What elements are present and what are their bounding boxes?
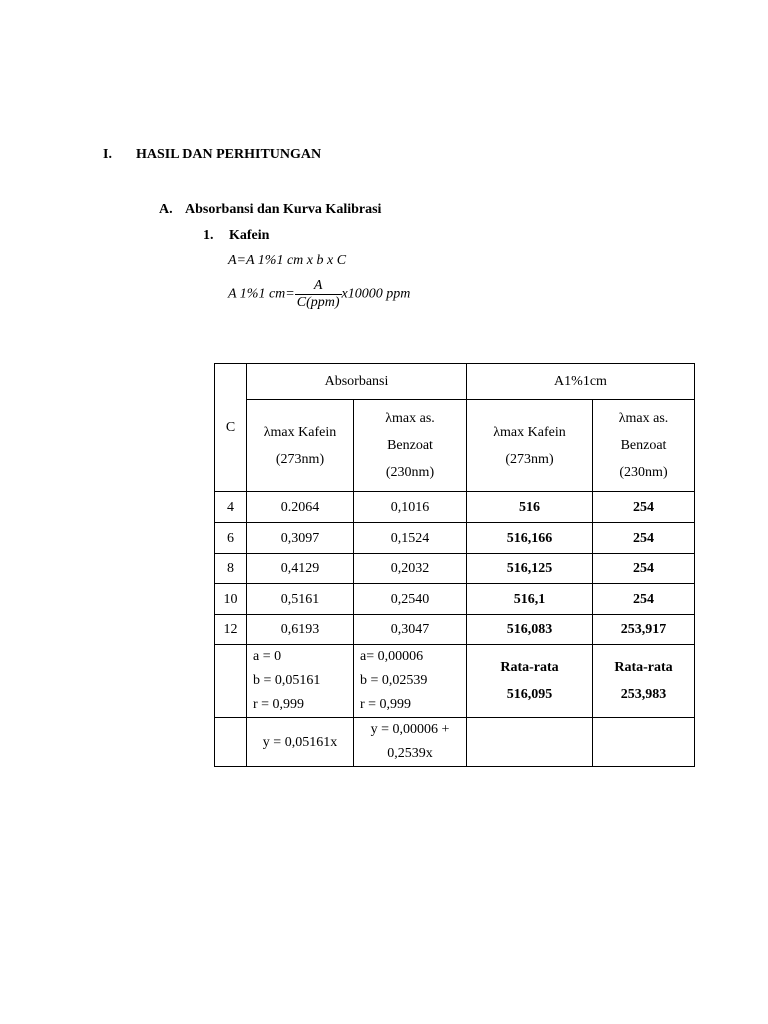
cell-empty [467, 718, 593, 767]
regression-kafein [247, 645, 354, 718]
cell-abs-benzoat: 0,1524 [354, 523, 467, 554]
formula-a1-lhs: A 1%1 cm= [228, 286, 295, 302]
table-row [215, 584, 695, 615]
cell-a1-benzoat: 254 [593, 523, 695, 554]
results-table [214, 363, 695, 767]
cell-abs-benzoat: 0,3047 [354, 615, 467, 645]
cell-abs-kafein: 0,4129 [247, 554, 354, 584]
cell-abs-kafein: 0,5161 [247, 584, 354, 615]
header-a1: A1%1cm [467, 364, 695, 400]
average-label: Rata-rata [500, 660, 559, 675]
formula-a1-fraction [295, 278, 342, 311]
equation-benzoat [354, 718, 467, 767]
formula-a1-denominator: C(ppm) [296, 295, 340, 310]
cell-a1-kafein: 516,1 [467, 584, 593, 615]
subsection-title: Absorbansi dan Kurva Kalibrasi [185, 202, 382, 217]
average-label: Rata-rata [614, 660, 673, 675]
table-header-row [215, 364, 695, 400]
cell-a1-kafein: 516 [467, 492, 593, 523]
cell-abs-kafein: 0.2064 [247, 492, 354, 523]
header-line: Benzoat [387, 438, 433, 453]
regression-line: a = 0 [253, 649, 282, 664]
header-abs-benzoat [354, 400, 467, 492]
regression-line: b = 0,02539 [360, 673, 428, 688]
header-line: λmax Kafein [263, 424, 337, 440]
table-subheader-row [215, 400, 695, 492]
table-row [215, 615, 695, 645]
formula-a1 [228, 278, 410, 311]
formula-absorbance: A=A 1%1 cm x b x C [228, 253, 347, 268]
cell-a1-benzoat: 254 [593, 554, 695, 584]
header-line: λmax as. [618, 411, 669, 426]
header-abs-kafein [247, 400, 354, 492]
header-line: (230nm) [385, 465, 435, 480]
header-line: (230nm) [619, 465, 668, 480]
cell-c-empty [215, 718, 247, 767]
cell-a1-kafein: 516,125 [467, 554, 593, 584]
cell-a1-benzoat: 254 [593, 584, 695, 615]
cell-empty [593, 718, 695, 767]
regression-benzoat [354, 645, 467, 718]
regression-row [215, 645, 695, 718]
table-row [215, 523, 695, 554]
average-kafein [467, 645, 593, 718]
cell-c: 8 [215, 554, 247, 584]
header-a1-kafein [467, 400, 593, 492]
header-line: (273nm) [505, 451, 554, 467]
cell-c: 4 [215, 492, 247, 523]
cell-c-empty [215, 645, 247, 718]
formula-a1-numerator: A [313, 278, 323, 293]
cell-a1-benzoat: 254 [593, 492, 695, 523]
table-row [215, 492, 695, 523]
header-absorbansi: Absorbansi [247, 364, 467, 400]
average-value: 253,983 [620, 687, 667, 702]
section-title: HASIL DAN PERHITUNGAN [136, 147, 322, 162]
header-line: (273nm) [275, 451, 325, 467]
section-number: I. [103, 147, 112, 162]
regression-line: b = 0,05161 [253, 673, 321, 688]
cell-abs-kafein: 0,6193 [247, 615, 354, 645]
cell-abs-kafein: 0,3097 [247, 523, 354, 554]
average-value: 516,095 [506, 687, 553, 702]
subsection-letter: A. [159, 202, 173, 217]
header-a1-benzoat [593, 400, 695, 492]
average-benzoat [593, 645, 695, 718]
cell-abs-benzoat: 0,1016 [354, 492, 467, 523]
cell-a1-kafein: 516,166 [467, 523, 593, 554]
table-row [215, 554, 695, 584]
cell-c: 6 [215, 523, 247, 554]
formula-a1-rhs: x10000 ppm [341, 286, 411, 302]
header-line: Benzoat [620, 438, 667, 453]
regression-line: r = 0,999 [253, 697, 305, 712]
header-line: λmax Kafein [493, 424, 566, 440]
cell-c: 10 [215, 584, 247, 615]
header-line: λmax as. [385, 411, 435, 426]
regression-line: r = 0,999 [360, 697, 412, 712]
header-c: C [215, 364, 247, 492]
cell-a1-kafein: 516,083 [467, 615, 593, 645]
equation-kafein: y = 0,05161x [247, 718, 354, 767]
item-title: Kafein [229, 228, 270, 243]
equation-line: y = 0,00006 + [370, 722, 450, 737]
equation-row [215, 718, 695, 767]
equation-line: 0,2539x [387, 746, 433, 761]
item-number: 1. [203, 228, 214, 243]
cell-c: 12 [215, 615, 247, 645]
cell-a1-benzoat: 253,917 [593, 615, 695, 645]
cell-abs-benzoat: 0,2540 [354, 584, 467, 615]
regression-line: a= 0,00006 [360, 649, 424, 664]
cell-abs-benzoat: 0,2032 [354, 554, 467, 584]
